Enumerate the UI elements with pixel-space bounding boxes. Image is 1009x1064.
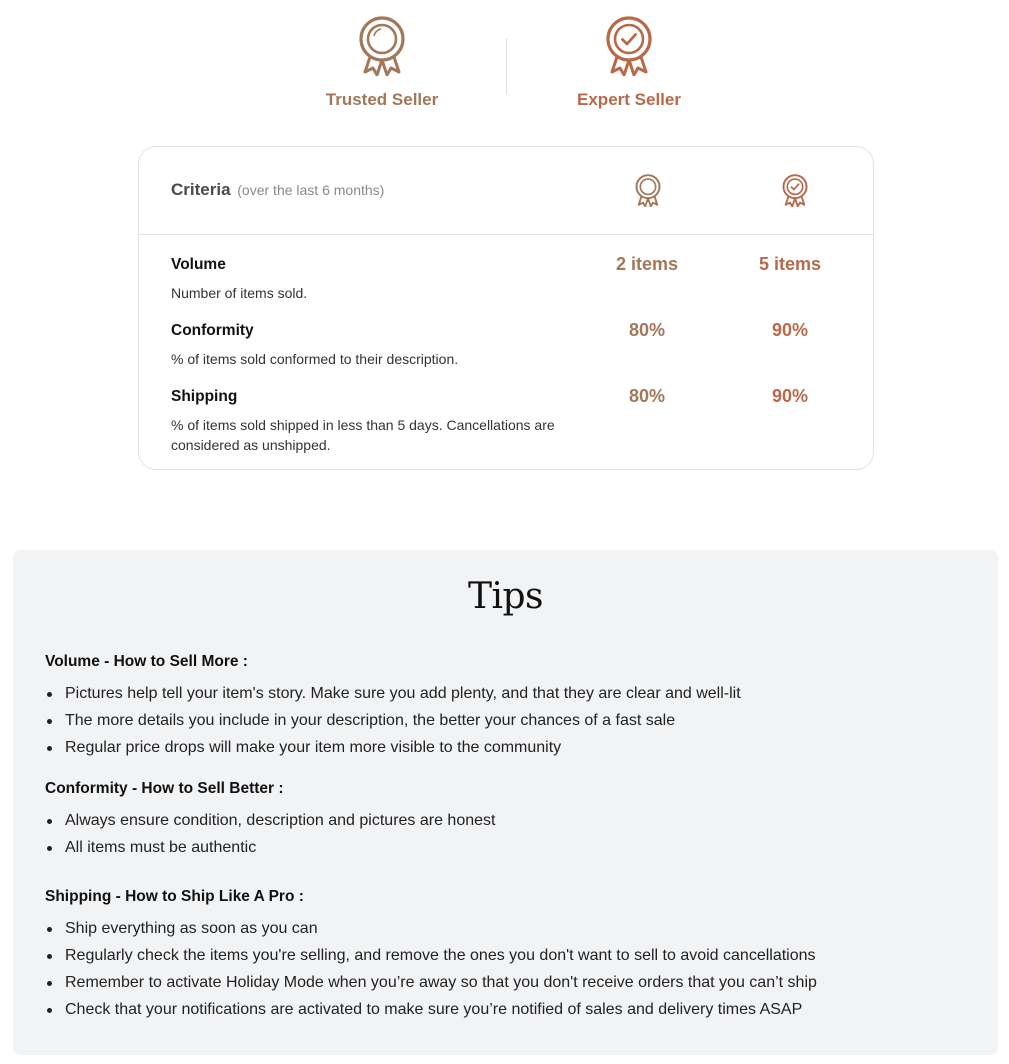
tips-section-heading-conformity: Conformity - How to Sell Better : xyxy=(45,780,284,797)
trusted-requirement: 80% xyxy=(628,386,666,406)
criteria-subtitle: (over the last 6 months) xyxy=(237,182,385,198)
ribbon-medal-icon xyxy=(357,14,407,76)
expert-seller-badge xyxy=(529,14,729,110)
list-item: Pictures help tell your item's story. Make sure you add plenty, and that they are clear and well-lit xyxy=(45,684,741,711)
trusted-requirement: 2 items xyxy=(615,254,679,274)
ribbon-medal-check-icon xyxy=(781,173,809,207)
badge-divider xyxy=(506,38,507,94)
tips-list-conformity xyxy=(45,811,495,865)
list-item: Remember to activate Holiday Mode when you’re away so that you don't receive orders that you can’t ship xyxy=(45,973,817,1000)
criteria-row-conformity xyxy=(171,322,851,369)
trusted-requirement: 80% xyxy=(628,320,666,340)
criteria-description: % of items sold shipped in less than 5 days. Cancellations are considered as unshipped. xyxy=(171,417,555,453)
expert-requirement: 90% xyxy=(771,386,809,406)
tips-title: Tips xyxy=(467,576,544,617)
list-item: Always ensure condition, description and pictures are honest xyxy=(45,811,495,838)
trusted-seller-label: Trusted Seller xyxy=(325,90,439,109)
expert-seller-label: Expert Seller xyxy=(577,90,681,109)
criteria-description: % of items sold conformed to their description. xyxy=(171,351,459,367)
criteria-title-text: Criteria xyxy=(171,180,231,199)
criteria-title xyxy=(171,180,384,200)
trusted-seller-badge xyxy=(282,14,482,110)
ribbon-medal-check-icon xyxy=(604,14,654,76)
criteria-name: Volume xyxy=(171,256,226,273)
seller-badges-header xyxy=(0,0,1009,130)
criteria-name: Shipping xyxy=(171,388,238,405)
tips-list-shipping xyxy=(45,919,817,1027)
expert-requirement: 5 items xyxy=(758,254,822,274)
tips-section-heading-shipping: Shipping - How to Ship Like A Pro : xyxy=(45,888,304,905)
ribbon-medal-icon xyxy=(634,173,662,207)
list-item: The more details you include in your description, the better your chances of a fast sale xyxy=(45,711,741,738)
criteria-header xyxy=(139,147,873,235)
expert-requirement: 90% xyxy=(771,320,809,340)
list-item: Check that your notifications are activated to make sure you’re notified of sales and delivery times ASAP xyxy=(45,1000,817,1027)
criteria-table xyxy=(138,146,874,470)
tips-panel xyxy=(13,550,998,1055)
criteria-row-shipping xyxy=(171,388,851,455)
criteria-row-volume xyxy=(171,256,851,303)
criteria-description: Number of items sold. xyxy=(171,285,308,301)
criteria-name: Conformity xyxy=(171,322,254,339)
list-item: Regular price drops will make your item more visible to the community xyxy=(45,738,741,765)
list-item: Ship everything as soon as you can xyxy=(45,919,817,946)
tips-list-volume xyxy=(45,684,741,765)
list-item: All items must be authentic xyxy=(45,838,495,865)
list-item: Regularly check the items you're selling, and remove the ones you don't want to sell to avoid cancellations xyxy=(45,946,817,973)
tips-section-heading-volume: Volume - How to Sell More : xyxy=(45,653,248,670)
